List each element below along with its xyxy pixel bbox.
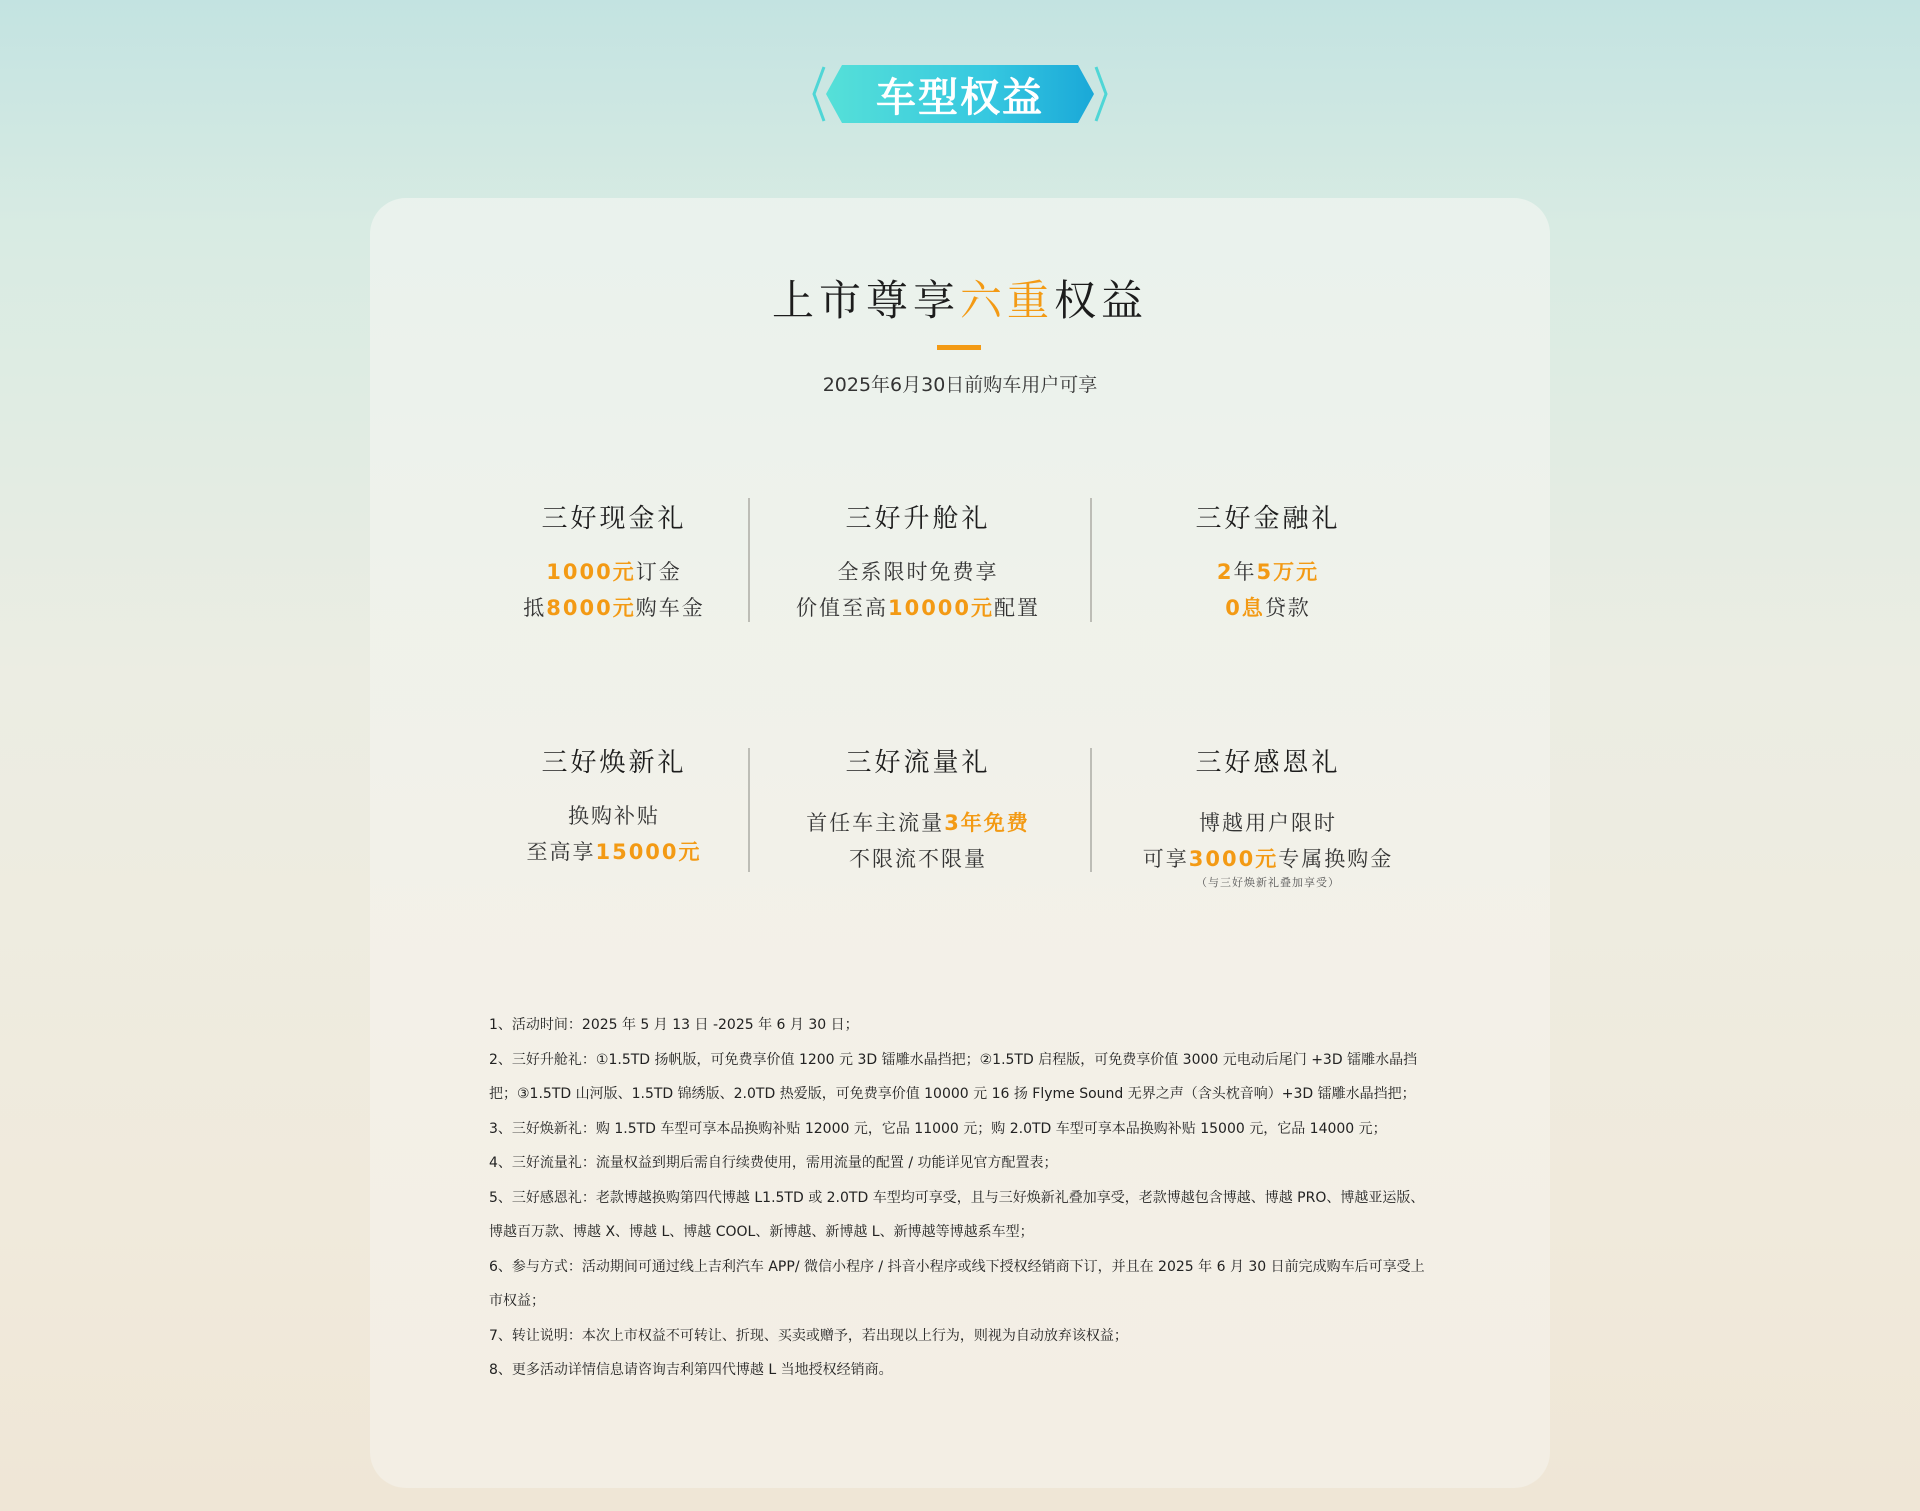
benefit-text: 博越用户限时 [1199,811,1337,835]
benefit-highlight: 2 [1216,560,1234,584]
benefit-text: 贷款 [1264,596,1311,620]
terms-item: 5、三好感恩礼：老款博越换购第四代博越 L1.5TD 或 2.0TD 车型均可享受，且与三好焕新礼叠加享受，老款博越包含博越、博越 PRO、博越亚运版、博越百万款、博越 X、博越 L、博越 COOL、新博越、新博越 L、新博越等博越系车型； [489,1189,1425,1240]
benefit-line-1 [1118,810,1418,836]
benefit-line-2 [464,839,764,865]
benefit-upgrade [768,498,1068,621]
benefit-text: 专属换购金 [1278,847,1394,871]
benefit-text: 全系限时免费享 [837,560,999,584]
terms-item: 8、更多活动详情信息请咨询吉利第四代博越 L 当地授权经销商。 [489,1362,893,1378]
title-underline [937,345,981,350]
terms-item: 2、三好升舱礼：①1.5TD 扬帆版，可免费享价值 1200 元 3D 镭雕水晶挡把；②1.5TD 启程版，可免费享价值 3000 元电动后尾门 +3D 镭雕水晶挡把；③1.5TD 山河版、1.5TD 锦绣版、2.0TD 热爱版，可免费享价值 10000 元 16 扬 Flyme Sound 无界之声（含头枕音响）+3D 镭雕水晶挡把； [489,1051,1418,1102]
benefit-line-2 [1118,595,1418,621]
benefit-line-1 [464,803,764,829]
benefit-text: 抵 [523,596,547,620]
benefit-text: 配置 [994,596,1041,620]
column-divider [748,498,750,622]
benefit-title: 三好感恩礼 [1195,748,1341,778]
benefit-text: 可享 [1142,847,1189,871]
page-subtitle: 2025年6月30日前购车用户可享 [822,374,1098,396]
benefit-line-1 [464,559,764,585]
benefit-line-2 [1118,846,1418,872]
column-divider [748,748,750,872]
benefit-line-1 [1118,559,1418,585]
benefit-text: 不限流不限量 [849,847,987,871]
benefit-highlight: 3年免费 [944,811,1030,835]
benefit-text: 年 [1233,560,1257,584]
terms-item: 3、三好焕新礼：购 1.5TD 车型可享本品换购补贴 12000 元，它品 11000 元；购 2.0TD 车型可享本品换购补贴 15000 元，它品 14000 元； [489,1120,1387,1137]
benefit-text: 至高享 [526,840,596,864]
benefit-text: 订金 [635,560,682,584]
benefit-line-2 [464,595,764,621]
benefit-highlight: 5万元 [1256,560,1320,584]
benefit-text: 换购补贴 [568,804,660,828]
benefit-highlight: 8000元 [546,596,636,620]
terms-list [489,1008,1434,1388]
section-banner [812,63,1108,125]
benefit-text: 首任车主流量 [806,811,945,835]
benefit-line-1 [768,559,1068,585]
benefit-text: 购车金 [635,596,705,620]
benefit-cash [464,498,764,621]
title-prefix: 上市尊享 [771,276,960,325]
benefit-tradein [464,742,764,865]
benefit-title: 三好升舱礼 [845,504,991,534]
benefit-gratitude [1118,742,1418,890]
benefit-note: （与三好焕新礼叠加享受） [1196,876,1340,889]
benefit-line-1 [768,810,1068,836]
benefit-highlight: 15000元 [595,840,702,864]
page-title [0,268,1920,328]
terms-item: 4、三好流量礼：流量权益到期后需自行续费使用，需用流量的配置 / 功能详见官方配置表； [489,1155,1058,1171]
benefit-title: 三好金融礼 [1195,504,1341,534]
benefit-finance [1118,498,1418,621]
terms-item: 7、转让说明：本次上市权益不可转让、折现、买卖或赠予，若出现以上行为，则视为自动放弃该权益； [489,1327,1128,1344]
benefit-highlight: 3000元 [1188,847,1279,871]
benefit-line-2 [768,595,1068,621]
banner-title: 车型权益 [876,74,1044,121]
benefit-title: 三好流量礼 [845,748,991,778]
column-divider [1090,498,1092,622]
terms-item: 1、活动时间：2025 年 5 月 13 日 -2025 年 6 月 30 日； [489,1017,859,1033]
benefit-title: 三好现金礼 [541,504,687,534]
benefit-highlight: 10000元 [887,596,995,620]
benefit-highlight: 1000元 [546,560,636,584]
terms-item: 6、参与方式：活动期间可通过线上吉利汽车 APP/ 微信小程序 / 抖音小程序或线下授权经销商下订，并且在 2025 年 6 月 30 日前完成购车后可享受上市权益； [489,1258,1425,1309]
benefit-text: 价值至高 [795,596,888,620]
benefit-highlight: 0息 [1225,596,1265,620]
column-divider [1090,748,1092,872]
title-highlight: 六重 [959,276,1054,325]
benefit-title: 三好焕新礼 [541,748,687,778]
benefit-data [768,742,1068,872]
benefit-line-2 [768,846,1068,872]
title-suffix: 权益 [1054,276,1149,325]
